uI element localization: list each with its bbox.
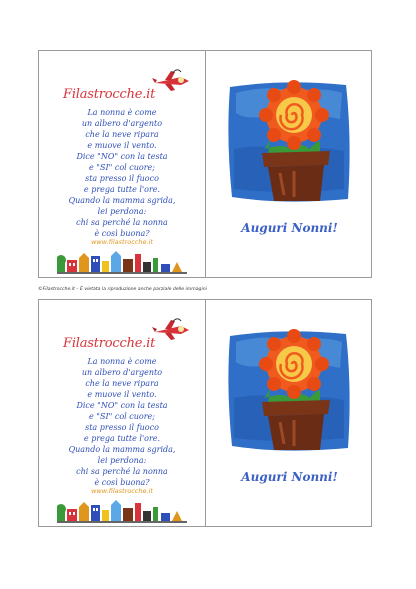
greeting-text: Auguri Nonni! [241,470,338,484]
poem-line: Dice "NO" con la testa [76,401,168,410]
plane-icon [151,67,191,95]
poem-line: e muove il vento. [87,390,157,399]
poem-line: sta presso il fuoco [85,423,159,432]
website-link[interactable]: www.filastrocche.it [91,238,153,246]
poem-line: è così buona? [94,478,150,487]
card-2-poem-side [39,300,205,526]
houses-illustration [57,499,187,523]
poem [39,107,205,239]
houses-illustration [57,250,187,274]
website-link[interactable]: www.filastrocche.it [91,487,153,495]
poem-line: chi sa perché la nonna [76,218,168,227]
poem-line: e "SI" col cuore; [89,163,155,172]
flower-pot-painting [224,79,354,207]
poem-line: e prega tutte l'ore. [83,434,161,443]
poem-line: lei perdona: [97,456,147,465]
poem-line: lei perdona: [97,207,147,216]
greeting-text: Auguri Nonni! [241,221,338,235]
poem [39,356,205,488]
logo-text: Filastrocche.it [63,87,156,102]
poem-line: chi sa perché la nonna [76,467,168,476]
poem-line: Quando la mamma sgrida, [68,445,176,454]
copyright-notice: ©Filastrocche.it – È vietata la riproduzione anche parziale delle immagini [38,287,207,292]
poem-line: è così buona? [94,229,150,238]
poem-line: La nonna è come [87,357,157,366]
poem-line: sta presso il fuoco [85,174,159,183]
plane-icon [151,316,191,344]
card-2 [38,299,372,527]
poem-line: Dice "NO" con la testa [76,152,168,161]
logo-text: Filastrocche.it [63,336,156,351]
flower-pot-painting [224,328,354,456]
poem-line: che la neve ripara [85,130,159,139]
poem-line: La nonna è come [87,108,157,117]
poem-line: e "SI" col cuore; [89,412,155,421]
poem-line: un albero d'argento [81,368,163,377]
filastrocche-logo [53,312,193,352]
poem-line: un albero d'argento [81,119,163,128]
card-2-greeting-side [206,300,373,526]
card-1-poem-side [39,51,205,277]
card-1 [38,50,372,278]
poem-line: e muove il vento. [87,141,157,150]
poem-line: Quando la mamma sgrida, [68,196,176,205]
poem-line: e prega tutte l'ore. [83,185,161,194]
filastrocche-logo [53,63,193,103]
poem-line: che la neve ripara [85,379,159,388]
card-1-greeting-side [206,51,373,277]
